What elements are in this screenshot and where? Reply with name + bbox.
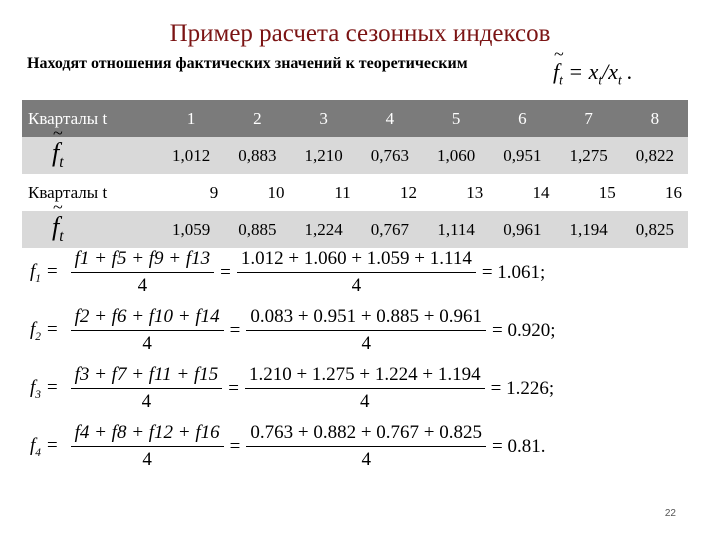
table-cell: 14 <box>489 174 555 211</box>
eq-result: = 0.81. <box>492 435 546 457</box>
eq-den: 4 <box>142 333 152 354</box>
table-cell: 0,825 <box>622 211 688 248</box>
eq-den: 4 <box>137 275 148 296</box>
eq-terms: f1 + f5 + f9 + f13 <box>71 248 215 273</box>
table-cell: 1,275 <box>556 137 622 174</box>
eq-terms: f4 + f8 + f12 + f16 <box>71 422 224 447</box>
eq-terms-fraction <box>71 422 224 471</box>
eq-lsub: 2 <box>35 330 41 343</box>
formula-sub: t <box>559 72 563 88</box>
table-cell: 4 <box>357 100 423 137</box>
eq-terms-fraction <box>71 306 224 355</box>
eq-lsub: 3 <box>35 388 41 401</box>
eq-numeric-fraction <box>246 422 486 471</box>
eq-den: 4 <box>360 391 370 412</box>
eq-numeric-fraction <box>246 306 486 355</box>
row-label-f <box>22 211 158 248</box>
formula-eq: = x <box>568 59 599 84</box>
eq-lhs: $f_1$ = <box>30 260 59 285</box>
f-sub: t <box>59 228 64 246</box>
header-formula <box>553 59 633 88</box>
eq-f: f <box>30 318 36 340</box>
eq-terms-fraction <box>71 364 223 413</box>
eq-den: 4 <box>351 275 362 296</box>
seasonal-table <box>22 100 688 248</box>
table-cell: 10 <box>224 174 290 211</box>
equation-f4: $f_4$ = $\frac{f4 + f8 + f12 + f16}{4}$ = $\frac{0.763 + 0.882 + 0.767 + 0.825}{4}$ = 0.81. <box>30 422 546 470</box>
table-cell: 1 <box>158 100 224 137</box>
formula-slash: /x <box>602 59 618 84</box>
f-symbol: ~ f <box>52 138 59 168</box>
eq-den: 4 <box>141 391 152 412</box>
row-label-quarters: Кварталы t <box>22 100 158 137</box>
slide-subtitle: Находят отношения фактических значений к теоретическим <box>27 55 468 72</box>
table-cell: 16 <box>622 174 688 211</box>
eq-numeric-fraction <box>245 364 485 413</box>
table-cell: 12 <box>357 174 423 211</box>
eq-f: f <box>30 260 36 282</box>
eq-numeric: 0.763 + 0.882 + 0.767 + 0.825 <box>246 422 486 447</box>
formula-sub2: t <box>598 72 603 88</box>
eq-den: 4 <box>361 333 371 354</box>
table-cell: 0,883 <box>224 137 290 174</box>
eq-terms-fraction <box>71 248 215 297</box>
eq-numeric: 0.083 + 0.951 + 0.885 + 0.961 <box>246 306 486 331</box>
table-cell: 0,767 <box>357 211 423 248</box>
table-row <box>22 174 688 211</box>
table-cell: 0,822 <box>622 137 688 174</box>
table-cell: 13 <box>423 174 489 211</box>
eq-f: f <box>30 434 36 456</box>
table-cell: 0,885 <box>224 211 290 248</box>
table-cell: 1,224 <box>291 211 357 248</box>
table-cell: 0,951 <box>489 137 555 174</box>
table-cell: 15 <box>556 174 622 211</box>
formula-f: ~ f <box>553 59 559 85</box>
equation-f1: $f_1$ = $\frac{f1 + f5 + f9 + f13}{4}$ = $\frac{1.012 + 1.060 + 1.059 + 1.114}{4}$ = 1.061; <box>30 248 546 296</box>
table-cell: 2 <box>224 100 290 137</box>
table-cell: 5 <box>423 100 489 137</box>
table-row <box>22 100 688 137</box>
eq-lhs: $f_4$ = <box>30 434 59 459</box>
table-cell: 0,763 <box>357 137 423 174</box>
eq-terms: f3 + f7 + f11 + f15 <box>71 364 223 389</box>
f-symbol: ~ f <box>52 212 59 242</box>
table-row <box>22 137 688 174</box>
eq-result: = 1.061; <box>481 261 546 283</box>
table-cell: 7 <box>556 100 622 137</box>
f-sub: t <box>59 154 64 172</box>
table-cell: 9 <box>158 174 224 211</box>
slide-title: Пример расчета сезонных индексов <box>169 20 551 47</box>
table-cell: 1,060 <box>423 137 489 174</box>
table-cell: 1,114 <box>423 211 489 248</box>
table-cell: 6 <box>489 100 555 137</box>
eq-den: 4 <box>142 449 152 470</box>
eq-numeric: 1.210 + 1.275 + 1.224 + 1.194 <box>245 364 485 389</box>
eq-terms: f2 + f6 + f10 + f14 <box>71 306 224 331</box>
formula-sub3: t <box>617 72 622 88</box>
eq-numeric-fraction <box>237 248 476 297</box>
row-label-quarters: Кварталы t <box>22 174 158 211</box>
table-cell: 0,961 <box>489 211 555 248</box>
eq-result: = 1.226; <box>490 377 555 399</box>
table-cell: 1,210 <box>291 137 357 174</box>
row-label-f <box>22 137 158 174</box>
table-cell: 1,059 <box>158 211 224 248</box>
eq-lsub: 1 <box>35 272 41 285</box>
eq-lhs: $f_3$ = <box>30 376 59 401</box>
table-cell: 3 <box>291 100 357 137</box>
eq-lhs: $f_2$ = <box>30 318 59 343</box>
table-cell: 11 <box>291 174 357 211</box>
eq-den: 4 <box>361 449 371 470</box>
equation-f2: $f_2$ = $\frac{f2 + f6 + f10 + f14}{4}$ = $\frac{0.083 + 0.951 + 0.885 + 0.961}{4}$ = 0.920; <box>30 306 556 354</box>
table-cell: 1,012 <box>158 137 224 174</box>
eq-lsub: 4 <box>35 446 41 459</box>
eq-result: = 0.920; <box>492 319 556 341</box>
table-cell: 1,194 <box>556 211 622 248</box>
table-row <box>22 211 688 248</box>
eq-f: f <box>30 376 36 398</box>
eq-numeric: 1.012 + 1.060 + 1.059 + 1.114 <box>237 248 476 273</box>
table-cell: 8 <box>622 100 688 137</box>
equation-f3: $f_3$ = $\frac{f3 + f7 + f11 + f15}{4}$ = $\frac{1.210 + 1.275 + 1.224 + 1.194}{4}$ = 1.226; <box>30 364 555 412</box>
formula-end: . <box>627 59 633 84</box>
page-number: 22 <box>664 508 676 519</box>
